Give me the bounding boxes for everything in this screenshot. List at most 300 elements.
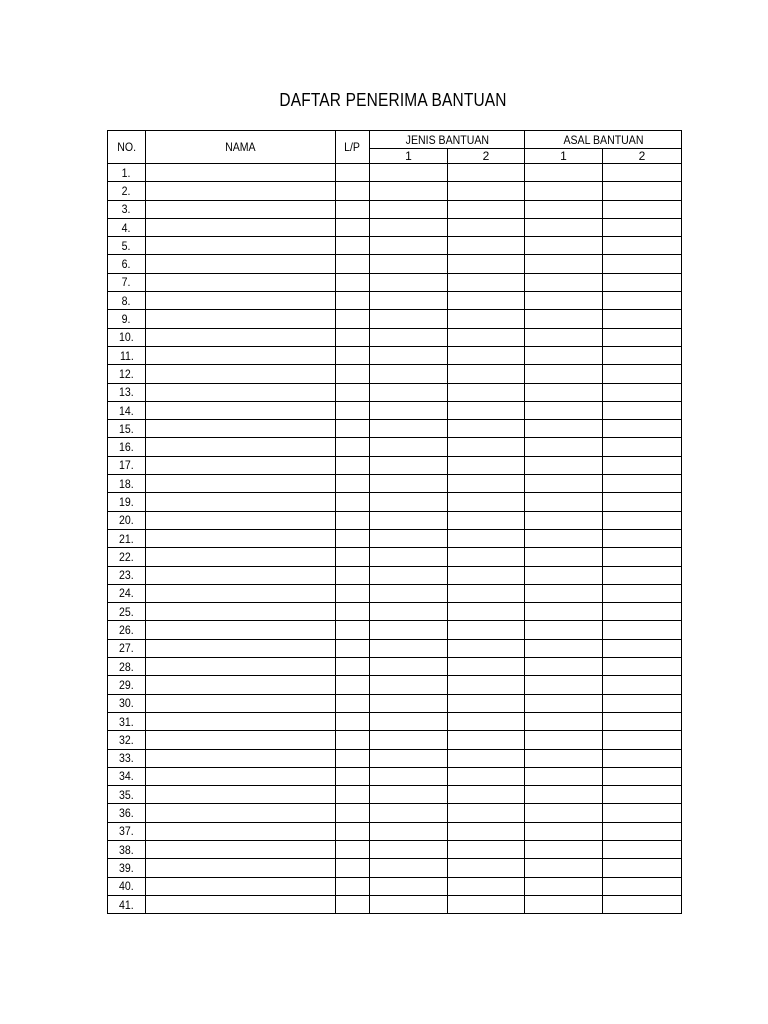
table-row — [108, 603, 682, 621]
row-number: 12. — [119, 366, 134, 381]
nama-cell — [146, 621, 336, 639]
jenis-2-cell — [448, 767, 525, 785]
nama-cell — [146, 218, 336, 236]
jenis-2-cell — [448, 603, 525, 621]
asal-2-cell — [603, 548, 682, 566]
nama-cell — [146, 712, 336, 730]
jenis-2-cell — [448, 164, 525, 182]
nama-cell — [146, 822, 336, 840]
table-row — [108, 859, 682, 877]
lp-cell — [336, 731, 370, 749]
row-number-cell — [108, 401, 146, 419]
row-number: 15. — [119, 421, 134, 436]
lp-cell — [336, 621, 370, 639]
asal-2-cell — [603, 420, 682, 438]
nama-cell — [146, 895, 336, 913]
nama-cell — [146, 603, 336, 621]
asal-2-cell — [603, 237, 682, 255]
table-row — [108, 292, 682, 310]
asal-1-cell — [525, 712, 603, 730]
row-number-cell — [108, 694, 146, 712]
jenis-2-cell — [448, 822, 525, 840]
nama-cell — [146, 273, 336, 291]
row-number-cell — [108, 493, 146, 511]
row-number-cell — [108, 804, 146, 822]
asal-2-cell — [603, 475, 682, 493]
lp-cell — [336, 346, 370, 364]
lp-cell — [336, 639, 370, 657]
lp-cell — [336, 694, 370, 712]
asal-1-cell — [525, 365, 603, 383]
lp-cell — [336, 475, 370, 493]
row-number-cell — [108, 292, 146, 310]
row-number-cell — [108, 511, 146, 529]
jenis-2-cell — [448, 310, 525, 328]
jenis-2-cell — [448, 200, 525, 218]
table-row — [108, 365, 682, 383]
asal-1-cell — [525, 237, 603, 255]
asal-1-cell — [525, 200, 603, 218]
header-asal-1: 1 — [525, 149, 603, 164]
table-row — [108, 218, 682, 236]
row-number-cell — [108, 200, 146, 218]
table-row — [108, 712, 682, 730]
lp-cell — [336, 182, 370, 200]
asal-1-cell — [525, 676, 603, 694]
asal-2-cell — [603, 639, 682, 657]
row-number-cell — [108, 310, 146, 328]
row-number: 23. — [119, 568, 134, 583]
asal-1-cell — [525, 383, 603, 401]
jenis-1-cell — [370, 859, 448, 877]
asal-1-cell — [525, 859, 603, 877]
asal-2-cell — [603, 658, 682, 676]
jenis-1-cell — [370, 877, 448, 895]
row-number: 6. — [122, 257, 131, 272]
table-row — [108, 456, 682, 474]
lp-cell — [336, 310, 370, 328]
row-number: 22. — [119, 549, 134, 564]
jenis-1-cell — [370, 694, 448, 712]
asal-1-cell — [525, 639, 603, 657]
jenis-1-cell — [370, 346, 448, 364]
asal-2-cell — [603, 164, 682, 182]
asal-1-cell — [525, 255, 603, 273]
table-row — [108, 895, 682, 913]
row-number: 34. — [119, 769, 134, 784]
jenis-1-cell — [370, 255, 448, 273]
row-number-cell — [108, 456, 146, 474]
nama-cell — [146, 731, 336, 749]
jenis-1-cell — [370, 237, 448, 255]
asal-1-cell — [525, 786, 603, 804]
jenis-1-cell — [370, 584, 448, 602]
jenis-1-cell — [370, 786, 448, 804]
jenis-1-cell — [370, 895, 448, 913]
row-number: 25. — [119, 604, 134, 619]
row-number-cell — [108, 676, 146, 694]
row-number-cell — [108, 420, 146, 438]
row-number-cell — [108, 877, 146, 895]
nama-cell — [146, 164, 336, 182]
row-number: 35. — [119, 787, 134, 802]
lp-cell — [336, 420, 370, 438]
jenis-1-cell — [370, 420, 448, 438]
jenis-1-cell — [370, 456, 448, 474]
asal-1-cell — [525, 804, 603, 822]
jenis-1-cell — [370, 731, 448, 749]
jenis-2-cell — [448, 859, 525, 877]
row-number-cell — [108, 895, 146, 913]
table-row — [108, 731, 682, 749]
jenis-1-cell — [370, 822, 448, 840]
table-row — [108, 694, 682, 712]
nama-cell — [146, 346, 336, 364]
asal-2-cell — [603, 456, 682, 474]
row-number: 41. — [119, 897, 134, 912]
row-number: 36. — [119, 806, 134, 821]
lp-cell — [336, 767, 370, 785]
asal-1-cell — [525, 749, 603, 767]
table-row — [108, 511, 682, 529]
nama-cell — [146, 767, 336, 785]
jenis-1-cell — [370, 566, 448, 584]
nama-cell — [146, 255, 336, 273]
asal-2-cell — [603, 694, 682, 712]
jenis-2-cell — [448, 346, 525, 364]
jenis-2-cell — [448, 621, 525, 639]
table-row — [108, 749, 682, 767]
jenis-1-cell — [370, 840, 448, 858]
row-number: 19. — [119, 494, 134, 509]
asal-1-cell — [525, 840, 603, 858]
nama-cell — [146, 438, 336, 456]
asal-2-cell — [603, 731, 682, 749]
row-number: 16. — [119, 440, 134, 455]
lp-cell — [336, 328, 370, 346]
asal-1-cell — [525, 420, 603, 438]
asal-2-cell — [603, 383, 682, 401]
jenis-2-cell — [448, 786, 525, 804]
asal-1-cell — [525, 548, 603, 566]
row-number-cell — [108, 255, 146, 273]
nama-cell — [146, 529, 336, 547]
jenis-2-cell — [448, 895, 525, 913]
lp-cell — [336, 676, 370, 694]
jenis-1-cell — [370, 401, 448, 419]
jenis-2-cell — [448, 712, 525, 730]
asal-2-cell — [603, 292, 682, 310]
row-number: 40. — [119, 879, 134, 894]
nama-cell — [146, 584, 336, 602]
row-number-cell — [108, 529, 146, 547]
jenis-1-cell — [370, 182, 448, 200]
asal-2-cell — [603, 401, 682, 419]
table-row — [108, 493, 682, 511]
row-number-cell — [108, 584, 146, 602]
asal-1-cell — [525, 767, 603, 785]
jenis-1-cell — [370, 676, 448, 694]
header-lp: L/P — [336, 131, 370, 164]
asal-2-cell — [603, 200, 682, 218]
row-number: 3. — [122, 202, 131, 217]
jenis-1-cell — [370, 603, 448, 621]
asal-2-cell — [603, 328, 682, 346]
table-row — [108, 840, 682, 858]
lp-cell — [336, 566, 370, 584]
row-number-cell — [108, 328, 146, 346]
jenis-1-cell — [370, 529, 448, 547]
jenis-2-cell — [448, 328, 525, 346]
nama-cell — [146, 420, 336, 438]
jenis-2-cell — [448, 566, 525, 584]
lp-cell — [336, 164, 370, 182]
lp-cell — [336, 712, 370, 730]
table-row — [108, 548, 682, 566]
nama-cell — [146, 859, 336, 877]
asal-1-cell — [525, 603, 603, 621]
table-row — [108, 420, 682, 438]
lp-cell — [336, 786, 370, 804]
lp-cell — [336, 237, 370, 255]
asal-1-cell — [525, 658, 603, 676]
lp-cell — [336, 859, 370, 877]
header-nama: NAMA — [146, 131, 336, 164]
table-row — [108, 877, 682, 895]
nama-cell — [146, 292, 336, 310]
asal-2-cell — [603, 822, 682, 840]
jenis-1-cell — [370, 767, 448, 785]
row-number-cell — [108, 639, 146, 657]
asal-1-cell — [525, 621, 603, 639]
nama-cell — [146, 383, 336, 401]
table-header — [108, 131, 682, 164]
lp-cell — [336, 218, 370, 236]
row-number: 37. — [119, 824, 134, 839]
asal-2-cell — [603, 804, 682, 822]
nama-cell — [146, 566, 336, 584]
lp-cell — [336, 804, 370, 822]
row-number-cell — [108, 566, 146, 584]
nama-cell — [146, 401, 336, 419]
jenis-2-cell — [448, 237, 525, 255]
row-number-cell — [108, 218, 146, 236]
row-number: 21. — [119, 531, 134, 546]
nama-cell — [146, 328, 336, 346]
asal-2-cell — [603, 676, 682, 694]
lp-cell — [336, 529, 370, 547]
table-row — [108, 310, 682, 328]
asal-2-cell — [603, 712, 682, 730]
table-row — [108, 804, 682, 822]
row-number: 10. — [119, 330, 134, 345]
table-row — [108, 621, 682, 639]
asal-1-cell — [525, 164, 603, 182]
asal-1-cell — [525, 694, 603, 712]
row-number-cell — [108, 346, 146, 364]
table-row — [108, 328, 682, 346]
asal-1-cell — [525, 438, 603, 456]
nama-cell — [146, 237, 336, 255]
lp-cell — [336, 511, 370, 529]
row-number: 14. — [119, 403, 134, 418]
jenis-1-cell — [370, 511, 448, 529]
row-number-cell — [108, 658, 146, 676]
asal-1-cell — [525, 401, 603, 419]
asal-2-cell — [603, 603, 682, 621]
asal-2-cell — [603, 859, 682, 877]
jenis-2-cell — [448, 676, 525, 694]
lp-cell — [336, 548, 370, 566]
nama-cell — [146, 877, 336, 895]
jenis-2-cell — [448, 584, 525, 602]
lp-cell — [336, 456, 370, 474]
jenis-2-cell — [448, 749, 525, 767]
jenis-2-cell — [448, 731, 525, 749]
lp-cell — [336, 895, 370, 913]
lp-cell — [336, 438, 370, 456]
row-number: 38. — [119, 842, 134, 857]
nama-cell — [146, 840, 336, 858]
jenis-1-cell — [370, 383, 448, 401]
jenis-1-cell — [370, 328, 448, 346]
row-number-cell — [108, 548, 146, 566]
table-row — [108, 182, 682, 200]
asal-2-cell — [603, 218, 682, 236]
jenis-2-cell — [448, 273, 525, 291]
nama-cell — [146, 456, 336, 474]
asal-2-cell — [603, 365, 682, 383]
jenis-1-cell — [370, 712, 448, 730]
asal-1-cell — [525, 731, 603, 749]
row-number-cell — [108, 237, 146, 255]
jenis-1-cell — [370, 804, 448, 822]
jenis-1-cell — [370, 164, 448, 182]
lp-cell — [336, 292, 370, 310]
asal-1-cell — [525, 273, 603, 291]
lp-cell — [336, 658, 370, 676]
asal-2-cell — [603, 566, 682, 584]
nama-cell — [146, 365, 336, 383]
jenis-1-cell — [370, 658, 448, 676]
jenis-1-cell — [370, 749, 448, 767]
asal-1-cell — [525, 493, 603, 511]
lp-cell — [336, 273, 370, 291]
nama-cell — [146, 200, 336, 218]
row-number: 29. — [119, 677, 134, 692]
asal-2-cell — [603, 786, 682, 804]
row-number-cell — [108, 164, 146, 182]
lp-cell — [336, 493, 370, 511]
jenis-2-cell — [448, 529, 525, 547]
row-number-cell — [108, 731, 146, 749]
table-row — [108, 255, 682, 273]
jenis-2-cell — [448, 511, 525, 529]
row-number: 9. — [122, 312, 131, 327]
asal-2-cell — [603, 438, 682, 456]
asal-1-cell — [525, 182, 603, 200]
row-number: 4. — [122, 220, 131, 235]
jenis-1-cell — [370, 273, 448, 291]
nama-cell — [146, 493, 336, 511]
row-number-cell — [108, 749, 146, 767]
row-number: 30. — [119, 696, 134, 711]
asal-2-cell — [603, 840, 682, 858]
row-number: 27. — [119, 641, 134, 656]
jenis-2-cell — [448, 383, 525, 401]
nama-cell — [146, 658, 336, 676]
row-number-cell — [108, 859, 146, 877]
row-number: 17. — [119, 458, 134, 473]
row-number-cell — [108, 182, 146, 200]
lp-cell — [336, 749, 370, 767]
asal-1-cell — [525, 310, 603, 328]
nama-cell — [146, 676, 336, 694]
row-number: 5. — [122, 238, 131, 253]
jenis-2-cell — [448, 639, 525, 657]
row-number: 39. — [119, 860, 134, 875]
nama-cell — [146, 310, 336, 328]
jenis-2-cell — [448, 658, 525, 676]
row-number: 7. — [122, 275, 131, 290]
asal-2-cell — [603, 182, 682, 200]
jenis-1-cell — [370, 639, 448, 657]
jenis-1-cell — [370, 548, 448, 566]
row-number: 13. — [119, 385, 134, 400]
asal-1-cell — [525, 346, 603, 364]
asal-1-cell — [525, 292, 603, 310]
row-number-cell — [108, 621, 146, 639]
asal-2-cell — [603, 877, 682, 895]
row-number: 2. — [122, 183, 131, 198]
row-number-cell — [108, 840, 146, 858]
asal-2-cell — [603, 621, 682, 639]
table-row — [108, 639, 682, 657]
nama-cell — [146, 639, 336, 657]
jenis-1-cell — [370, 438, 448, 456]
nama-cell — [146, 804, 336, 822]
asal-2-cell — [603, 255, 682, 273]
lp-cell — [336, 603, 370, 621]
table-row — [108, 383, 682, 401]
jenis-2-cell — [448, 877, 525, 895]
table-row — [108, 676, 682, 694]
jenis-2-cell — [448, 493, 525, 511]
row-number-cell — [108, 786, 146, 804]
asal-2-cell — [603, 273, 682, 291]
nama-cell — [146, 786, 336, 804]
header-asal-2: 2 — [603, 149, 682, 164]
lp-cell — [336, 200, 370, 218]
header-jenis-1: 1 — [370, 149, 448, 164]
table-row — [108, 658, 682, 676]
asal-2-cell — [603, 584, 682, 602]
row-number: 31. — [119, 714, 134, 729]
table-body — [108, 164, 682, 914]
jenis-1-cell — [370, 365, 448, 383]
lp-cell — [336, 255, 370, 273]
row-number-cell — [108, 273, 146, 291]
row-number-cell — [108, 475, 146, 493]
nama-cell — [146, 511, 336, 529]
page-title: DAFTAR PENERIMA BANTUAN — [279, 90, 507, 110]
asal-2-cell — [603, 529, 682, 547]
row-number-cell — [108, 767, 146, 785]
table-row — [108, 566, 682, 584]
jenis-2-cell — [448, 840, 525, 858]
table-row — [108, 822, 682, 840]
table-row — [108, 164, 682, 182]
